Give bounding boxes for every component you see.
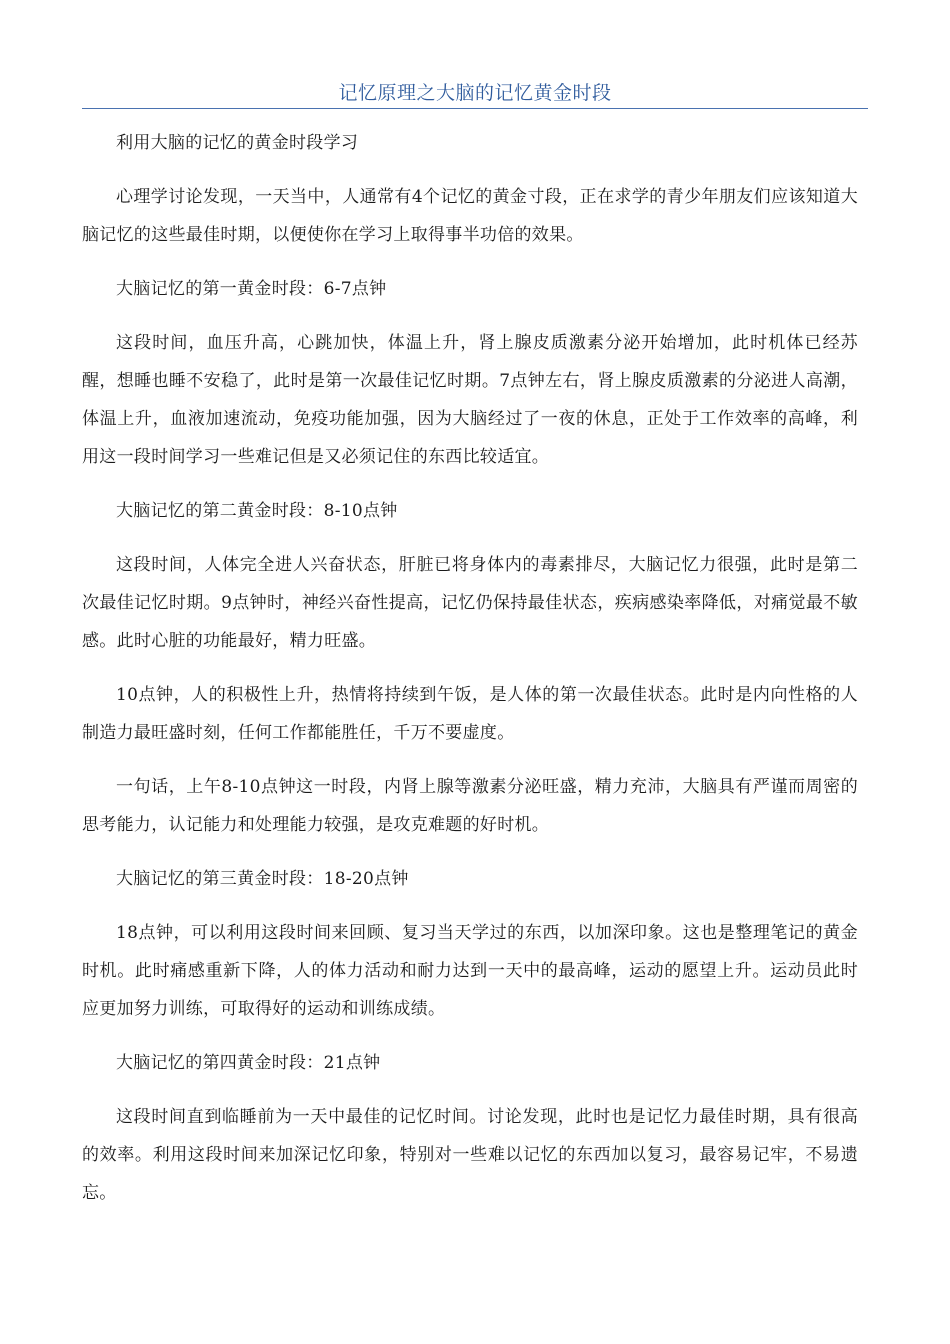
body-paragraph: 一句话，上午8-10点钟这一时段，内肾上腺等激素分泌旺盛，精力充沛，大脑具有严谨而周密的思考能力，认记能力和处理能力较强，是攻克难题的好时机。 xyxy=(82,777,858,835)
document-title: 记忆原理之大脑的记忆黄金时段 xyxy=(338,82,612,104)
intro-heading: 利用大脑的记忆的黄金时段学习 xyxy=(116,133,359,153)
section-heading-third-period: 大脑记忆的第三黄金时段：18-20点钟 xyxy=(116,869,409,889)
body-paragraph: 10点钟，人的积极性上升，热情将持续到午饭，是人体的第一次最佳状态。此时是内向性格的人制造力最旺盛时刻，任何工作都能胜任，千万不要虚度。 xyxy=(82,685,858,743)
body-paragraph: 这段时间，人体完全进人兴奋状态，肝脏已将身体内的毒素排尽，大脑记忆力很强，此时是第二次最佳记忆时期。9点钟时，神经兴奋性提高，记忆仍保持最佳状态，疾病感染率降低，对痛觉最不敏感。此时心脏的功能最好，精力旺盛。 xyxy=(82,555,858,651)
section-heading-second-period: 大脑记忆的第二黄金时段：8-10点钟 xyxy=(116,501,398,521)
header-divider xyxy=(82,108,868,109)
section-heading-fourth-period: 大脑记忆的第四黄金时段：21点钟 xyxy=(116,1053,381,1073)
body-paragraph: 这段时间，血压升高，心跳加快，体温上升，肾上腺皮质激素分泌开始增加，此时机体已经苏醒，想睡也睡不安稳了，此时是第一次最佳记忆时期。7点钟左右，肾上腺皮质激素的分泌进人高潮，体温上升，血液加速流动，免疫功能加强，因为大脑经过了一夜的休息，正处于工作效率的高峰，利用这一段时间学习一些难记但是又必须记住的东西比较适宜。 xyxy=(82,333,858,467)
body-paragraph: 18点钟，可以利用这段时间来回顾、复习当天学过的东西，以加深印象。这也是整理笔记的黄金时机。此时痛感重新下降，人的体力活动和耐力达到一天中的最高峰，运动的愿望上升。运动员此时应更加努力训练，可取得好的运动和训练成绩。 xyxy=(82,923,858,1019)
document-body xyxy=(82,124,858,1228)
section-heading-first-period: 大脑记忆的第一黄金时段：6-7点钟 xyxy=(116,279,387,299)
body-paragraph: 心理学讨论发现，一天当中，人通常有4个记忆的黄金寸段，正在求学的青少年朋友们应该知道大脑记忆的这些最佳时期，以便使你在学习上取得事半功倍的效果。 xyxy=(82,187,858,245)
body-paragraph: 这段时间直到临睡前为一天中最佳的记忆时间。讨论发现，此时也是记忆力最佳时期，具有很高的效率。利用这段时间来加深记忆印象，特别对一些难以记忆的东西加以复习，最容易记牢，不易遗忘。 xyxy=(82,1107,858,1203)
